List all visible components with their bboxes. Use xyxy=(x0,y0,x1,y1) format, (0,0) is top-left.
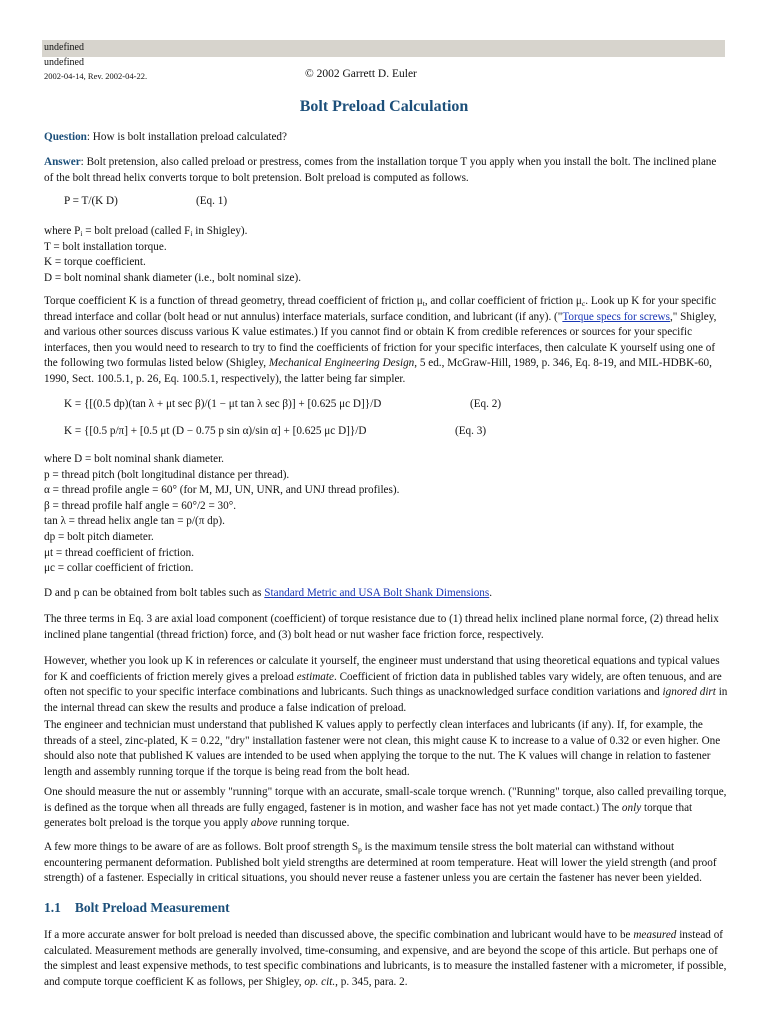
text: , p. 345, para. 2. xyxy=(335,975,408,988)
equation-3-label: (Eq. 3) xyxy=(455,425,487,437)
paragraph-torque-coefficient xyxy=(44,294,728,388)
emphasis: ignored dirt xyxy=(662,686,716,699)
equation-3: K = {[0.5 p/π] + [0.5 μt (D − 0.75 p sin α)/sin α] + [0.625 μc D]}/D xyxy=(64,425,367,437)
equation-1-label: (Eq. 1) xyxy=(196,195,228,207)
def-line: dp = bolt pitch diameter. xyxy=(44,530,154,543)
emphasis: only xyxy=(621,801,642,814)
text: One should measure the nut or assembly "running" torque with an accurate, small-scale torque wrench. ("Running" torque, also called prevailing torque, is defined as the torque when all threads are fully engaged, fastener is in motion, and washer face has not yet made contact.) The xyxy=(44,786,727,814)
equation-1-formula: P = T/(K D) xyxy=(64,195,118,207)
text: D and p can be obtained from bolt tables such as xyxy=(44,587,265,599)
answer-label: Answer xyxy=(44,156,81,168)
definitions-2 xyxy=(44,452,728,577)
emphasis: op. cit. xyxy=(304,975,336,988)
paragraph-few-more-things xyxy=(44,840,728,887)
def-line: tan λ = thread helix angle tan = p/(π dp). xyxy=(44,515,225,528)
def-preload-sub: i xyxy=(80,229,83,238)
question-label: Question xyxy=(44,131,87,143)
paragraph-bolt-tables xyxy=(44,586,728,602)
paragraph-accurate-answer xyxy=(44,928,728,990)
subscript: c xyxy=(581,299,586,308)
def-line: where D = bolt nominal shank diameter. xyxy=(44,453,224,465)
def-fi-sub: i xyxy=(190,229,193,238)
def-line: β = thread profile half angle = 60°/2 = 30°. xyxy=(44,499,237,512)
emphasis: estimate xyxy=(296,670,334,683)
page-title: Bolt Preload Calculation xyxy=(299,98,469,115)
equation-1 xyxy=(64,194,118,210)
text: running torque. xyxy=(277,817,350,830)
equation-2: K = {[(0.5 dp)(tan λ + μt sec β)/(1 − μt tan λ sec β)] + [0.625 μc D]}/D xyxy=(64,398,382,410)
subscript: t xyxy=(422,299,425,308)
def-line: μc = collar coefficient of friction. xyxy=(44,562,194,575)
text: . Coefficient of friction data in published tables vary widely, are often tenuous, and are often not specific to your specific interface combinations and lubricants. Such things as unacknowledged surface condition variations and xyxy=(44,670,722,699)
def-preload-mid: = bolt preload (called F xyxy=(82,225,191,237)
header-line-1: undefined xyxy=(44,42,84,53)
text: , 5 ed., McGraw-Hill, 1989, p. 346, Eq. 8-19, and MIL-HDBK-60, 1990, Sect. 100.5.1, p. 26, Eq. 100.5.1, respectively), the latter being far simpler. xyxy=(44,357,712,385)
book-title: Mechanical Engineering Design xyxy=(268,357,415,370)
text: torque that generates bolt preload is the torque you apply xyxy=(44,801,693,830)
link-torque-specs[interactable]: Torque specs for screws xyxy=(562,310,670,323)
revision-date: 2002-04-14, Rev. 2002-04-22. xyxy=(44,71,148,81)
paragraph-running-torque xyxy=(44,785,728,832)
text: ," Shigley, and various other sources discuss various K value estimates.) If you cannot find or obtain K from credible references or sources for your specific interfaces, then you would need to research to try to find the coefficients of friction for your specific interfaces, then calculate K yourself using one of the following two formulas listed below (Shigley, xyxy=(44,310,717,370)
question-paragraph xyxy=(44,130,728,146)
header-bar xyxy=(42,40,725,57)
paragraph-engineer: The engineer and technician must understand that published K values apply to perfectly clean interfaces and lubricants (if any). If, for example, the threads of a steel, zinc-plated, K = 0.22, "dry" installation fastener were not clean, this might cause K to increase to a value of 0.32 or even higher. One should also note that published K values are intended to be used when applying the torque to the nut. The K values will change in relation to fastener length and assembly running torque if the torque is being read from the bolt head. xyxy=(44,719,721,778)
def-line: μt = thread coefficient of friction. xyxy=(44,546,195,559)
text: Torque coefficient K is a function of thread geometry, thread coefficient of friction μ xyxy=(44,295,423,307)
header-line-2: undefined xyxy=(44,57,84,68)
text: A few more things to be aware of are as follows. Bolt proof strength S xyxy=(44,841,359,853)
answer-text: : Bolt pretension, also called preload or prestress, comes from the installation torque T you apply when you install the bolt. The inclined plane of the bolt thread helix converts torque to bolt pretension. Bolt preload is computed as follows. xyxy=(44,156,717,184)
section-heading xyxy=(44,899,230,917)
paragraph-however xyxy=(44,654,728,716)
emphasis: above xyxy=(250,817,278,830)
text: . Look up K for your specific thread interface and collar (bolt head or nut annulus) interface materials, surface condition, and lubricant (if any). (" xyxy=(44,295,717,323)
def-k: K = torque coefficient. xyxy=(44,256,146,269)
subscript: p xyxy=(358,845,362,854)
section-title: Bolt Preload Measurement xyxy=(74,900,230,915)
equation-2-label: (Eq. 2) xyxy=(470,398,502,410)
text: is the maximum tensile stress the bolt material can withstand without encountering permanent deformation. Published bolt yield strengths are determined at room temperature. Heat will lower the yield strength (and proof strength) of a fastener. Especially in critical situations, you should never reuse a fastener unless you are certain the fastener has never been yielded. xyxy=(44,841,717,885)
emphasis: measured xyxy=(633,929,677,941)
section-number: 1.1 xyxy=(44,900,61,915)
text: , and collar coefficient of friction μ xyxy=(424,295,582,307)
link-bolt-dimensions[interactable]: Standard Metric and USA Bolt Shank Dimensions xyxy=(264,587,490,599)
def-torque: T = bolt installation torque. xyxy=(44,240,167,253)
paragraph-three-terms: The three terms in Eq. 3 are axial load component (coefficient) of torque resistance due to (1) thread helix inclined plane normal force, (2) thread helix inclined plane tangential (thread friction) force, and (3) bolt head or nut washer face friction force, respectively. xyxy=(44,613,719,641)
def-d: D = bolt nominal shank diameter (i.e., bolt nominal size). xyxy=(44,271,302,284)
question-text: : How is bolt installation preload calculated? xyxy=(86,131,287,143)
text: . xyxy=(489,587,493,599)
def-line: p = thread pitch (bolt longitudinal distance per thread). xyxy=(44,468,290,481)
answer-paragraph xyxy=(44,155,728,186)
def-preload-post: in Shigley). xyxy=(192,225,248,237)
def-line: α = thread profile angle = 60° (for M, MJ, UN, UNR, and UNJ thread profiles). xyxy=(44,484,400,497)
definitions-1 xyxy=(44,224,728,286)
text: instead of calculated. Measurement methods are generally involved, time-consuming, and expensive, and are beyond the scope of this article. But perhaps one of the simplest and least expensive methods, to test specific combinations and lubricants, is to measure the installed fastener with a micrometer, if possible, and compute torque coefficient K as follows, per Shigley, xyxy=(44,929,727,988)
text: in the internal thread can skew the results and produce a false indication of preload. xyxy=(44,686,728,714)
text: However, whether you look up K in references or calculate it yourself, the engineer must understand that using theoretical equations and typical values for K and coefficients of friction merely gives a preload xyxy=(44,655,720,683)
text: If a more accurate answer for bolt preload is needed than discussed above, the specific combination and lubricant would have to be xyxy=(44,929,634,941)
copyright: © 2002 Garrett D. Euler xyxy=(305,68,417,80)
def-preload-pre: where P xyxy=(44,225,81,237)
